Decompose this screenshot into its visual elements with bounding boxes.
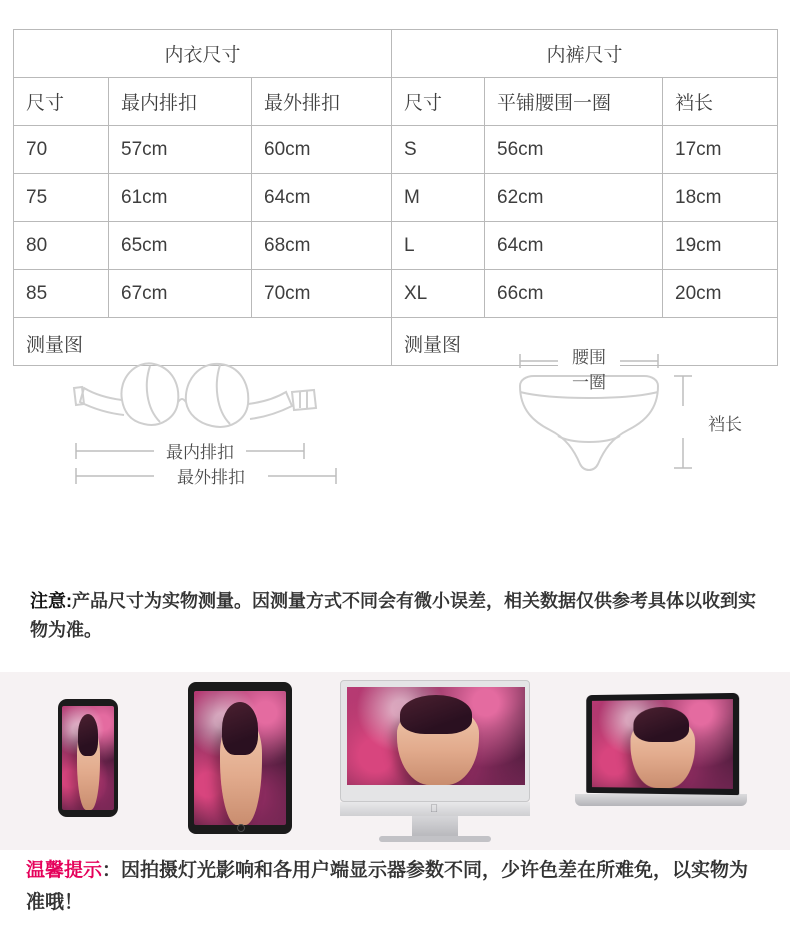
- panty-diagram-label: 测量图: [404, 335, 462, 356]
- panty-col-crotch: 裆长: [663, 78, 778, 126]
- bra-inner-cell: 67cm: [109, 270, 252, 318]
- panty-col-waist: 平铺腰围一圈: [485, 78, 663, 126]
- bra-group-title: 内衣尺寸: [14, 30, 392, 78]
- device-preview-strip: [0, 672, 790, 850]
- panty-waist-cell: 64cm: [485, 222, 663, 270]
- table-row: [14, 270, 778, 318]
- table-row: [14, 222, 778, 270]
- bra-size-cell: 80: [14, 222, 109, 270]
- panty-crotch-cell: 18cm: [663, 174, 778, 222]
- bra-col-size: 尺寸: [14, 78, 109, 126]
- bra-annotation-outer: 最外排扣: [177, 468, 245, 487]
- bra-outer-cell: 70cm: [252, 270, 392, 318]
- warm-tip-text: ：因拍摄灯光影响和各用户端显示器参数不同，少许色差在所难免，以实物为准哦！: [26, 860, 749, 913]
- phone-screen-image: [62, 706, 114, 810]
- panty-size-cell: XL: [392, 270, 485, 318]
- panty-col-size: 尺寸: [392, 78, 485, 126]
- tablet-screen-image: [194, 691, 286, 825]
- bra-size-cell: 75: [14, 174, 109, 222]
- panty-annotation-circle: 一圈: [572, 373, 606, 392]
- panty-size-cell: L: [392, 222, 485, 270]
- size-table: [13, 29, 778, 487]
- panty-waist-cell: 62cm: [485, 174, 663, 222]
- laptop-device: [575, 694, 747, 826]
- panty-size-cell: M: [392, 174, 485, 222]
- panty-crotch-cell: 19cm: [663, 222, 778, 270]
- imac-device: [340, 680, 530, 840]
- panty-measurement-diagram: [392, 318, 778, 513]
- bra-outer-cell: 68cm: [252, 222, 392, 270]
- bra-size-cell: 70: [14, 126, 109, 174]
- tablet-home-button-icon: [237, 824, 245, 832]
- bra-inner-cell: 57cm: [109, 126, 252, 174]
- notice-text: 产品尺寸为实物测量。因测量方式不同会有微小误差，相关数据仅供参考具体以收到实物为准。: [30, 591, 756, 640]
- bra-size-cell: 85: [14, 270, 109, 318]
- bra-inner-cell: 65cm: [109, 222, 252, 270]
- phone-device: [58, 699, 118, 817]
- diagram-row: [14, 318, 778, 366]
- table-row: [14, 174, 778, 222]
- bra-outer-cell: 64cm: [252, 174, 392, 222]
- notice-block: [30, 587, 760, 645]
- panty-diagram-cell: [392, 318, 778, 434]
- bra-inner-cell: 61cm: [109, 174, 252, 222]
- tablet-device: [188, 682, 292, 834]
- panty-annotation-waist: 腰围: [572, 348, 606, 367]
- imac-chin: [340, 802, 530, 816]
- laptop-screen-image: [592, 699, 733, 789]
- imac-screen-image: [347, 687, 525, 785]
- size-table-container: [13, 29, 777, 487]
- panty-waist-cell: 56cm: [485, 126, 663, 174]
- table-column-header-row: [14, 78, 778, 126]
- bra-col-inner: 最内排扣: [109, 78, 252, 126]
- panty-size-cell: S: [392, 126, 485, 174]
- table-row: [14, 126, 778, 174]
- panty-waist-cell: 66cm: [485, 270, 663, 318]
- notice-lead: 注意:: [30, 591, 72, 611]
- panty-crotch-cell: 17cm: [663, 126, 778, 174]
- bra-annotation-inner: 最内排扣: [166, 443, 234, 462]
- warm-tip-highlight: 温馨提示: [26, 860, 103, 881]
- warm-tip-block: [26, 855, 766, 919]
- panty-crotch-cell: 20cm: [663, 270, 778, 318]
- panty-annotation-crotch: 裆长: [708, 415, 742, 434]
- table-group-header-row: [14, 30, 778, 78]
- imac-base: [379, 836, 491, 842]
- bra-col-outer: 最外排扣: [252, 78, 392, 126]
- imac-stand: [412, 816, 458, 836]
- bra-measurement-diagram: [14, 318, 392, 513]
- bra-outer-cell: 60cm: [252, 126, 392, 174]
- panty-group-title: 内裤尺寸: [392, 30, 778, 78]
- bra-diagram-cell: [14, 318, 392, 487]
- laptop-lid: [586, 693, 739, 795]
- laptop-deck: [575, 794, 747, 806]
- apple-logo-icon: [430, 804, 438, 815]
- bra-diagram-label: 测量图: [26, 335, 84, 356]
- imac-bezel: [340, 680, 530, 802]
